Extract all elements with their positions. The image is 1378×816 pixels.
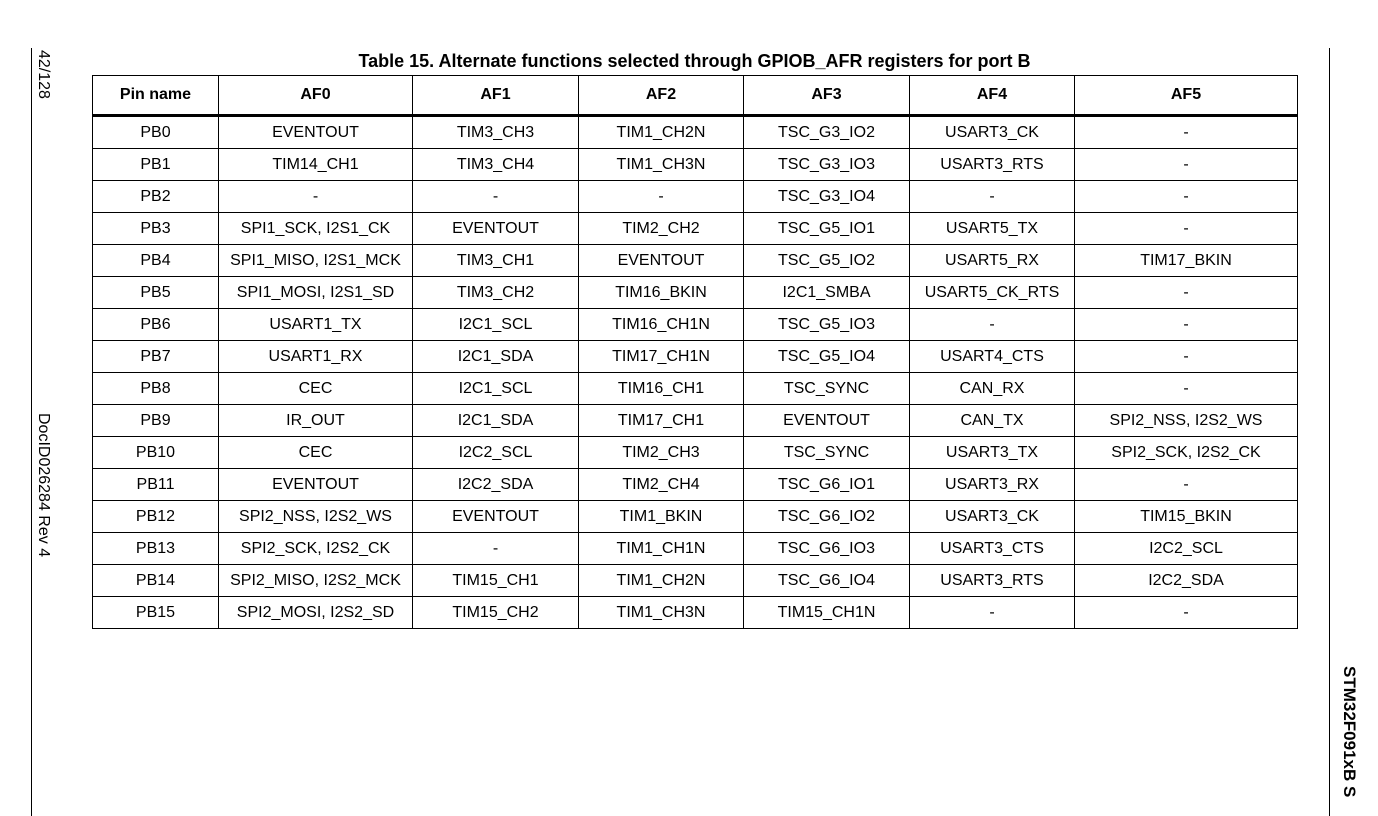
table-row bbox=[93, 469, 1298, 501]
cell-af5: - bbox=[1075, 181, 1298, 213]
cell-pin-name: PB1 bbox=[93, 149, 219, 181]
cell-af5: TIM17_BKIN bbox=[1075, 245, 1298, 277]
cell-af0: SPI1_MOSI, I2S1_SD bbox=[219, 277, 413, 309]
table-row bbox=[93, 533, 1298, 565]
cell-af5: - bbox=[1075, 116, 1298, 149]
cell-af4: USART3_RX bbox=[910, 469, 1075, 501]
cell-af0: - bbox=[219, 181, 413, 213]
cell-af4: USART4_CTS bbox=[910, 341, 1075, 373]
cell-af1: - bbox=[413, 533, 579, 565]
cell-af2: EVENTOUT bbox=[579, 245, 744, 277]
cell-pin-name: PB12 bbox=[93, 501, 219, 533]
cell-af4: USART3_TX bbox=[910, 437, 1075, 469]
cell-af2: TIM16_CH1N bbox=[579, 309, 744, 341]
cell-af2: TIM1_CH1N bbox=[579, 533, 744, 565]
document-id: DocID026284 Rev 4 bbox=[35, 413, 52, 558]
cell-af4: USART3_CTS bbox=[910, 533, 1075, 565]
cell-af3: TSC_G5_IO1 bbox=[744, 213, 910, 245]
cell-af1: I2C2_SCL bbox=[413, 437, 579, 469]
table-caption: Table 15. Alternate functions selected through GPIOB_AFR registers for port B bbox=[358, 51, 1031, 71]
cell-af1: I2C1_SDA bbox=[413, 341, 579, 373]
cell-af1: I2C1_SCL bbox=[413, 309, 579, 341]
cell-af0: SPI1_SCK, I2S1_CK bbox=[219, 213, 413, 245]
cell-pin-name: PB4 bbox=[93, 245, 219, 277]
cell-af3: EVENTOUT bbox=[744, 405, 910, 437]
cell-af1: TIM15_CH1 bbox=[413, 565, 579, 597]
cell-af5: - bbox=[1075, 149, 1298, 181]
cell-af3: TSC_SYNC bbox=[744, 437, 910, 469]
cell-af0: IR_OUT bbox=[219, 405, 413, 437]
cell-af2: TIM1_BKIN bbox=[579, 501, 744, 533]
table-row bbox=[93, 405, 1298, 437]
cell-af1: TIM15_CH2 bbox=[413, 597, 579, 629]
table-row bbox=[93, 213, 1298, 245]
cell-af3: TSC_G3_IO2 bbox=[744, 116, 910, 149]
cell-af3: TIM15_CH1N bbox=[744, 597, 910, 629]
cell-af1: - bbox=[413, 181, 579, 213]
cell-af3: TSC_G6_IO1 bbox=[744, 469, 910, 501]
left-margin-rule bbox=[31, 48, 32, 816]
cell-af0: SPI2_MOSI, I2S2_SD bbox=[219, 597, 413, 629]
cell-af5: - bbox=[1075, 277, 1298, 309]
cell-af5: - bbox=[1075, 341, 1298, 373]
cell-af3: TSC_SYNC bbox=[744, 373, 910, 405]
table-row bbox=[93, 149, 1298, 181]
cell-af0: TIM14_CH1 bbox=[219, 149, 413, 181]
cell-af2: TIM2_CH4 bbox=[579, 469, 744, 501]
cell-af0: SPI2_NSS, I2S2_WS bbox=[219, 501, 413, 533]
table-row bbox=[93, 501, 1298, 533]
cell-af5: SPI2_SCK, I2S2_CK bbox=[1075, 437, 1298, 469]
cell-af5: - bbox=[1075, 597, 1298, 629]
cell-af0: USART1_RX bbox=[219, 341, 413, 373]
cell-af5: - bbox=[1075, 309, 1298, 341]
column-header-af4: AF4 bbox=[910, 76, 1075, 116]
table-row bbox=[93, 277, 1298, 309]
cell-af5: TIM15_BKIN bbox=[1075, 501, 1298, 533]
cell-af5: SPI2_NSS, I2S2_WS bbox=[1075, 405, 1298, 437]
cell-af3: TSC_G5_IO3 bbox=[744, 309, 910, 341]
cell-pin-name: PB13 bbox=[93, 533, 219, 565]
cell-af2: TIM17_CH1 bbox=[579, 405, 744, 437]
cell-af2: TIM1_CH3N bbox=[579, 149, 744, 181]
cell-af0: EVENTOUT bbox=[219, 469, 413, 501]
cell-af1: TIM3_CH3 bbox=[413, 116, 579, 149]
cell-pin-name: PB8 bbox=[93, 373, 219, 405]
cell-af1: I2C1_SDA bbox=[413, 405, 579, 437]
cell-af4: USART3_CK bbox=[910, 501, 1075, 533]
cell-af1: I2C1_SCL bbox=[413, 373, 579, 405]
cell-af3: TSC_G6_IO2 bbox=[744, 501, 910, 533]
cell-pin-name: PB14 bbox=[93, 565, 219, 597]
cell-pin-name: PB10 bbox=[93, 437, 219, 469]
cell-af1: TIM3_CH2 bbox=[413, 277, 579, 309]
cell-af5: I2C2_SCL bbox=[1075, 533, 1298, 565]
cell-af2: TIM1_CH2N bbox=[579, 565, 744, 597]
cell-af1: EVENTOUT bbox=[413, 501, 579, 533]
cell-af5: - bbox=[1075, 469, 1298, 501]
table-row bbox=[93, 116, 1298, 149]
cell-af2: TIM16_CH1 bbox=[579, 373, 744, 405]
cell-af4: USART5_CK_RTS bbox=[910, 277, 1075, 309]
alternate-functions-table bbox=[92, 75, 1298, 629]
cell-af2: TIM17_CH1N bbox=[579, 341, 744, 373]
cell-af0: SPI2_MISO, I2S2_MCK bbox=[219, 565, 413, 597]
cell-af2: TIM1_CH2N bbox=[579, 116, 744, 149]
cell-af5: I2C2_SDA bbox=[1075, 565, 1298, 597]
cell-af3: TSC_G5_IO2 bbox=[744, 245, 910, 277]
cell-af2: TIM1_CH3N bbox=[579, 597, 744, 629]
cell-af4: CAN_TX bbox=[910, 405, 1075, 437]
cell-af0: USART1_TX bbox=[219, 309, 413, 341]
cell-af0: EVENTOUT bbox=[219, 116, 413, 149]
table-row bbox=[93, 245, 1298, 277]
cell-af1: TIM3_CH1 bbox=[413, 245, 579, 277]
cell-af4: - bbox=[910, 309, 1075, 341]
cell-af3: TSC_G5_IO4 bbox=[744, 341, 910, 373]
table-row bbox=[93, 565, 1298, 597]
cell-af0: CEC bbox=[219, 437, 413, 469]
cell-pin-name: PB15 bbox=[93, 597, 219, 629]
cell-pin-name: PB3 bbox=[93, 213, 219, 245]
cell-af1: EVENTOUT bbox=[413, 213, 579, 245]
cell-af3: TSC_G3_IO3 bbox=[744, 149, 910, 181]
table-row bbox=[93, 373, 1298, 405]
table-body bbox=[93, 116, 1298, 629]
cell-pin-name: PB6 bbox=[93, 309, 219, 341]
cell-pin-name: PB9 bbox=[93, 405, 219, 437]
page-number: 42/128 bbox=[35, 50, 52, 99]
cell-af1: TIM3_CH4 bbox=[413, 149, 579, 181]
right-margin-rule bbox=[1329, 48, 1330, 816]
column-header-af0: AF0 bbox=[219, 76, 413, 116]
cell-af0: SPI2_SCK, I2S2_CK bbox=[219, 533, 413, 565]
cell-af2: TIM2_CH3 bbox=[579, 437, 744, 469]
table-row bbox=[93, 181, 1298, 213]
cell-af4: CAN_RX bbox=[910, 373, 1075, 405]
cell-af4: USART5_TX bbox=[910, 213, 1075, 245]
cell-af5: - bbox=[1075, 213, 1298, 245]
cell-af4: USART5_RX bbox=[910, 245, 1075, 277]
cell-af2: - bbox=[579, 181, 744, 213]
cell-af5: - bbox=[1075, 373, 1298, 405]
table-row bbox=[93, 309, 1298, 341]
cell-af3: TSC_G6_IO4 bbox=[744, 565, 910, 597]
cell-pin-name: PB7 bbox=[93, 341, 219, 373]
cell-af2: TIM16_BKIN bbox=[579, 277, 744, 309]
product-name: STM32F091xB S bbox=[1340, 666, 1359, 798]
cell-pin-name: PB2 bbox=[93, 181, 219, 213]
table-header bbox=[93, 76, 1298, 116]
cell-af2: TIM2_CH2 bbox=[579, 213, 744, 245]
cell-af1: I2C2_SDA bbox=[413, 469, 579, 501]
cell-af3: TSC_G3_IO4 bbox=[744, 181, 910, 213]
cell-af3: I2C1_SMBA bbox=[744, 277, 910, 309]
cell-af4: - bbox=[910, 181, 1075, 213]
column-header-af3: AF3 bbox=[744, 76, 910, 116]
table-row bbox=[93, 597, 1298, 629]
cell-af0: CEC bbox=[219, 373, 413, 405]
cell-pin-name: PB11 bbox=[93, 469, 219, 501]
cell-af0: SPI1_MISO, I2S1_MCK bbox=[219, 245, 413, 277]
cell-pin-name: PB5 bbox=[93, 277, 219, 309]
cell-af4: USART3_RTS bbox=[910, 565, 1075, 597]
table-row bbox=[93, 341, 1298, 373]
cell-af4: - bbox=[910, 597, 1075, 629]
column-header-pin-name: Pin name bbox=[93, 76, 219, 116]
cell-af3: TSC_G6_IO3 bbox=[744, 533, 910, 565]
column-header-af5: AF5 bbox=[1075, 76, 1298, 116]
column-header-af1: AF1 bbox=[413, 76, 579, 116]
header-row bbox=[93, 76, 1298, 116]
table-row bbox=[93, 437, 1298, 469]
cell-af4: USART3_CK bbox=[910, 116, 1075, 149]
cell-pin-name: PB0 bbox=[93, 116, 219, 149]
column-header-af2: AF2 bbox=[579, 76, 744, 116]
cell-af4: USART3_RTS bbox=[910, 149, 1075, 181]
